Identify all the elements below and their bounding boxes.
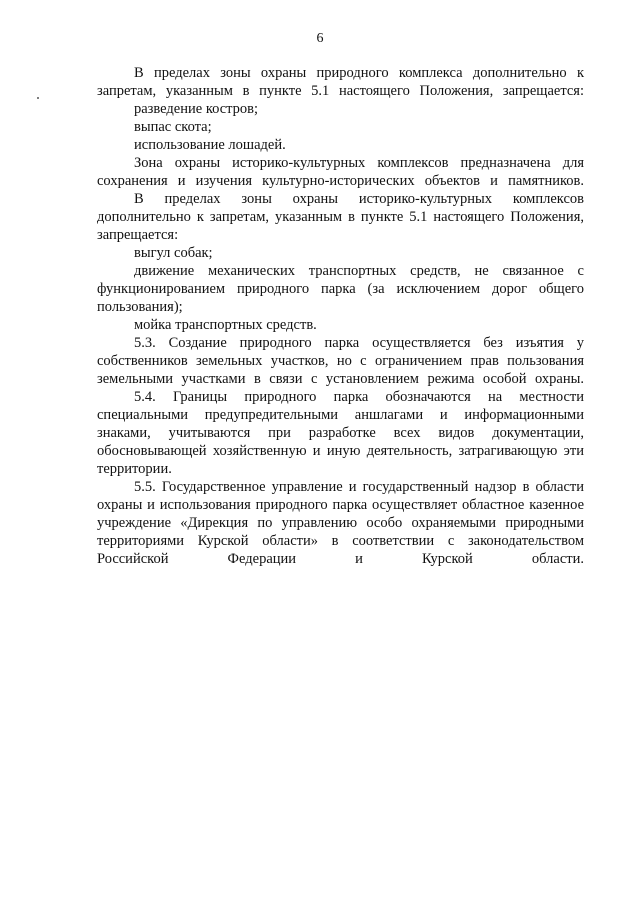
list-item-bonfires: разведение костров; — [134, 101, 259, 117]
paragraph-5-3: 5.3. Создание природного парка осуществляется без изъятия у собственников земельных участков, но с ограничением прав пользования земельными участками в связи с установлением режима особой охраны. — [97, 335, 584, 387]
list-item-dog-walking: выгул собак; — [134, 245, 213, 261]
paragraph-5-4: 5.4. Границы природного парка обозначаются на местности специальными предупредительными аншлагами и информационными знаками, учитываются при разработке всех видов документации, обосновывающей хозяйственную и иную деятельность, затрагивающую эти территории. — [97, 389, 584, 477]
paragraph-historic-zone-restrictions-intro: В пределах зоны охраны историко-культурных комплексов дополнительно к запретам, указанным в пункте 5.1 настоящего Положения, запрещается: — [97, 191, 584, 243]
paragraph-historic-zone-purpose: Зона охраны историко-культурных комплексов предназначена для сохранения и изучения культурно-исторических объектов и памятников. — [97, 155, 584, 189]
scan-speck — [37, 97, 39, 99]
list-item-vehicle-washing: мойка транспортных средств. — [134, 317, 317, 333]
paragraph-zone-nature-restrictions-intro: В пределах зоны охраны природного комплекса дополнительно к запретам, указанным в пункте 5.1 настоящего Положения, запрещается: — [97, 65, 584, 99]
list-item-grazing: выпас скота; — [134, 119, 212, 135]
list-item-vehicle-movement: движение механических транспортных средств, не связанное с функционированием природного парка (за исключением дорог общего пользования); — [97, 263, 584, 315]
document-body — [97, 64, 584, 568]
paragraph-5-5: 5.5. Государственное управление и государственный надзор в области охраны и использования природного парка осуществляет областное казенное учреждение «Дирекция по управлению особо охраняемыми природными территориями Курской области» в соответствии с законодательством Российской Федерации и Курской области. — [97, 479, 584, 567]
page-number: 6 — [316, 31, 324, 46]
list-item-horses: использование лошадей. — [134, 137, 286, 153]
